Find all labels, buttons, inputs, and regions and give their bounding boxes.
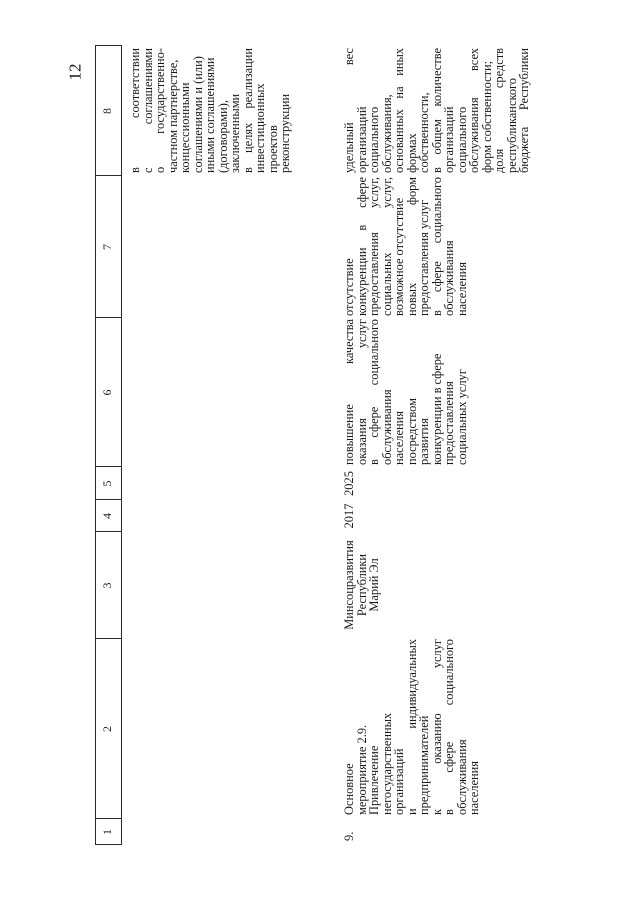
cell-text-line: населения: [392, 411, 406, 465]
cell-text-line: удельный вес: [342, 48, 356, 173]
header-col-4: 4: [100, 513, 114, 519]
consequences: [343, 177, 468, 316]
cell-text-line: основанных на иных: [392, 48, 406, 173]
executor: [343, 534, 381, 636]
cell-text-line: заключенными: [228, 93, 242, 173]
header-col-2: 2: [100, 726, 114, 732]
header-col-5: 5: [100, 480, 114, 487]
cell-text-line: социальных услуг,: [379, 177, 394, 316]
cell-text-line: форм собственности;: [479, 60, 494, 173]
cell-text-line: предпринимателей: [417, 715, 431, 815]
cell-text-line: обслуживания,: [379, 94, 394, 173]
cell-text-line: формах: [404, 133, 419, 173]
header-col-6: 6: [100, 389, 114, 396]
cell-text-line: новых форм: [404, 177, 419, 316]
cell-text-line: конкуренции в сфере: [354, 177, 369, 316]
header-col-8: 8: [100, 108, 114, 114]
table-top-border: [95, 45, 96, 845]
header-bottom-border: [121, 45, 122, 845]
measure-name: [343, 639, 481, 815]
cell-text-line: собственности,: [417, 92, 431, 173]
continuation-text: [129, 48, 292, 173]
expected-result: [343, 319, 468, 465]
cell-text-line: Республики: [354, 553, 369, 617]
cell-text-line: (договорами),: [215, 100, 230, 173]
cell-text-line: населения: [454, 262, 469, 316]
cell-text-line: Минсоцразвития: [342, 540, 356, 630]
cell-text-line: обслуживания: [442, 240, 456, 316]
cell-text-line: в общем количестве: [429, 48, 444, 173]
cell-text-line: предоставления услуг,: [367, 177, 381, 316]
cell-text-line: возможное отсутствие: [392, 197, 406, 316]
cell-text-line: в сфере социального: [429, 177, 444, 316]
cell-text-line: отсутствие: [342, 258, 356, 316]
cell-text-line: предоставления услуг: [417, 199, 431, 316]
cell-text-line: конкуренции в сфере: [429, 353, 444, 465]
cell-text-line: оказания услуг: [354, 319, 369, 465]
cell-text-line: организаций: [354, 106, 369, 173]
cell-text-line: бюджета Республики: [517, 48, 531, 173]
cell-text-line: частном партнерстве,: [165, 59, 180, 173]
cell-text-line: Основное: [342, 763, 356, 815]
cell-text-line: реконструкции: [278, 93, 292, 173]
cell-text-line: мероприятие 2.9.: [354, 724, 369, 815]
cell-text-line: Марий Эл: [367, 558, 381, 612]
start-year: 2017: [342, 503, 356, 529]
header-col-3: 3: [100, 582, 114, 589]
cell-text-line: республиканского: [504, 78, 519, 173]
cell-text-line: проектов: [265, 125, 280, 173]
row-number: 9.: [342, 831, 356, 841]
cell-text-line: иными соглашениями: [203, 57, 217, 173]
cell-text-line: о государственно-: [153, 48, 167, 173]
cell-text-line: развития: [417, 418, 431, 465]
cell-text-line: социальных услуг: [454, 369, 469, 465]
cell-text-line: обслуживания: [379, 389, 394, 465]
cell-text-line: с соглашениями: [140, 48, 155, 173]
header-col-7: 7: [100, 244, 114, 250]
cell-text-line: Привлечение: [367, 745, 381, 815]
cell-text-line: обслуживания: [454, 739, 469, 815]
cell-text-line: инвестиционных: [253, 83, 267, 173]
end-year: 2025: [342, 471, 356, 496]
cell-text-line: в сфере социального: [367, 319, 381, 465]
cell-text-line: организаций: [392, 748, 406, 815]
cell-text-line: организаций: [442, 106, 456, 173]
cell-text-line: в соответствии: [128, 48, 142, 173]
cell-text-line: концессионными: [178, 82, 192, 173]
header-col-1: 1: [100, 829, 114, 835]
cell-text-line: обслуживания всех: [467, 48, 481, 173]
cell-text-line: населения: [467, 761, 481, 815]
cell-text-line: соглашениями и (или): [190, 56, 205, 173]
rotated-table: [95, 45, 620, 845]
cell-text-line: доля средств: [492, 48, 506, 173]
cell-text-line: социального: [454, 106, 469, 173]
cell-text-line: социального: [367, 106, 381, 173]
indicator-link: [343, 48, 531, 173]
cell-text-line: в сфере социального: [442, 639, 456, 815]
cell-text-line: в целях реализации: [240, 48, 255, 173]
cell-text-line: повышение качества: [342, 319, 356, 465]
cell-text-line: к оказанию услуг: [429, 639, 444, 815]
cell-text-line: посредством: [404, 398, 419, 465]
cell-text-line: предоставления: [442, 381, 456, 465]
cell-text-line: негосударственных: [379, 712, 394, 815]
page-number: 12: [65, 63, 85, 81]
cell-text-line: и индивидуальных: [404, 639, 419, 815]
